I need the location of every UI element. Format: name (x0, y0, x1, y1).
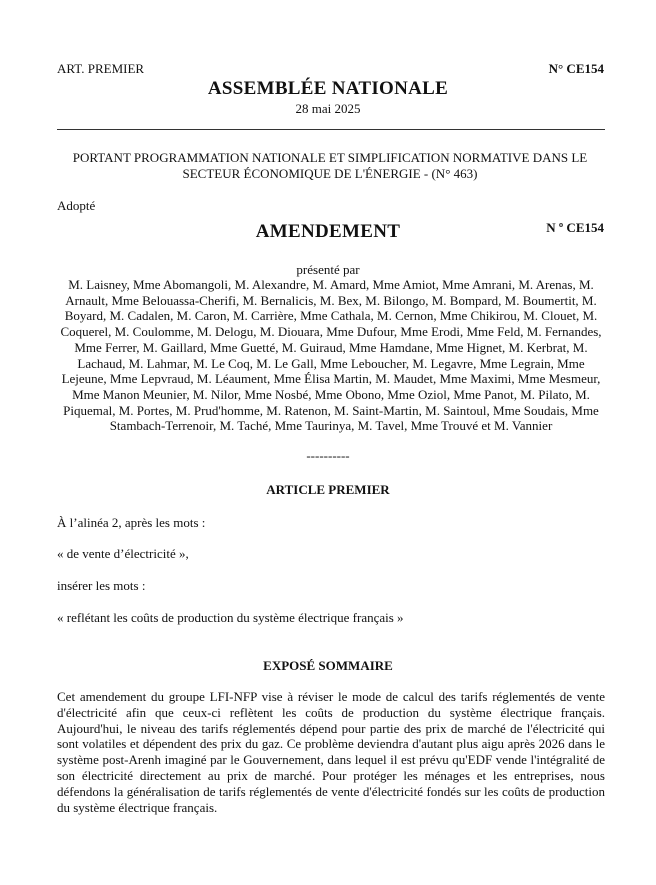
separator: ---------- (306, 448, 350, 463)
bill-title: PORTANT PROGRAMMATION NATIONALE ET SIMPLIFICATION NORMATIVE DANS LE SECTEUR ÉCONOMIQUE DE L'ÉNERGIE - (N° 463) (72, 150, 588, 181)
summary-body: Cet amendement du groupe LFI-NFP vise à réviser le mode de calcul des tarifs réglementés de vente d'électricité afin que ceux-ci reflètent les coûts de production du système électrique français. Aujourd'hui, le niveau des tarifs réglementés dépend pour partie des prix de marché de l'électricité qui sont volatiles et dépendent des prix du gaz. Ce problème deviendra d'autant plus aigu après 2026 dans le système post-Arenh imaginé par le Gouvernement, dans lequel il est prévu qu'EDF vende l'intégralité de son électricité directement au prix de marché. Pour protéger les ménages et les entreprises, nous défendons la généralisation de tarifs réglementés de vente d'électricité fondés sur les coûts de production du système électrique français. (57, 689, 605, 815)
status-label: Adopté (57, 198, 96, 213)
article-paragraph: « de vente d’électricité », (57, 546, 189, 561)
article-heading: ARTICLE PREMIER (266, 482, 390, 497)
article-paragraph: « reflétant les coûts de production du système électrique français » (57, 610, 404, 625)
article-label: ART. PREMIER (57, 61, 145, 76)
presented-by-label: présenté par (296, 262, 360, 277)
assembly-title: ASSEMBLÉE NATIONALE (207, 78, 449, 99)
article-paragraph: À l’alinéa 2, après les mots : (57, 515, 206, 530)
amendment-title: AMENDEMENT (255, 221, 401, 242)
article-paragraph: insérer les mots : (57, 578, 146, 593)
amendment-number-header: N° CE154 (548, 61, 604, 76)
document-date: 28 mai 2025 (295, 101, 361, 116)
summary-heading: EXPOSÉ SOMMAIRE (263, 658, 393, 673)
amendment-number: N º CE154 (546, 220, 604, 235)
authors-list: M. Laisney, Mme Abomangoli, M. Alexandre, M. Amard, Mme Amiot, Mme Amrani, M. Arenas, M. Arnault, Mme Belouassa-Cherifi, M. Bernalicis, M. Bex, M. Bilongo, M. Bompard, M. Boumertit, M. Boyard, M. Cadalen, M. Caron, M. Carrière, Mme Cathala, M. Cernon, Mme Chikirou, M. Clouet, M. Coquerel, M. Coulomme, M. Delogu, M. Diouara, Mme Dufour, Mme Erodi, Mme Feld, M. Fernandes, Mme Ferrer, M. Gaillard, Mme Guetté, M. Guiraud, Mme Hamdane, Mme Hignet, M. Kerbrat, M. Lachaud, M. Lahmar, M. Le Coq, M. Le Gall, Mme Leboucher, M. Legavre, Mme Legrain, Mme Lejeune, Mme Lepvraud, M. Léaument, Mme Élisa Martin, M. Maudet, Mme Maximi, Mme Mesmeur, Mme Manon Meunier, M. Nilor, Mme Nosbé, Mme Obono, Mme Oziol, Mme Panot, M. Pilato, M. Piquemal, M. Portes, M. Prud'homme, M. Ratenon, M. Saint-Martin, M. Saintoul, Mme Soudais, Mme Stambach-Terrenoir, M. Taché, Mme Taurinya, M. Tavel, Mme Trouvé et M. Vannier (60, 277, 602, 434)
header-divider (57, 129, 605, 130)
